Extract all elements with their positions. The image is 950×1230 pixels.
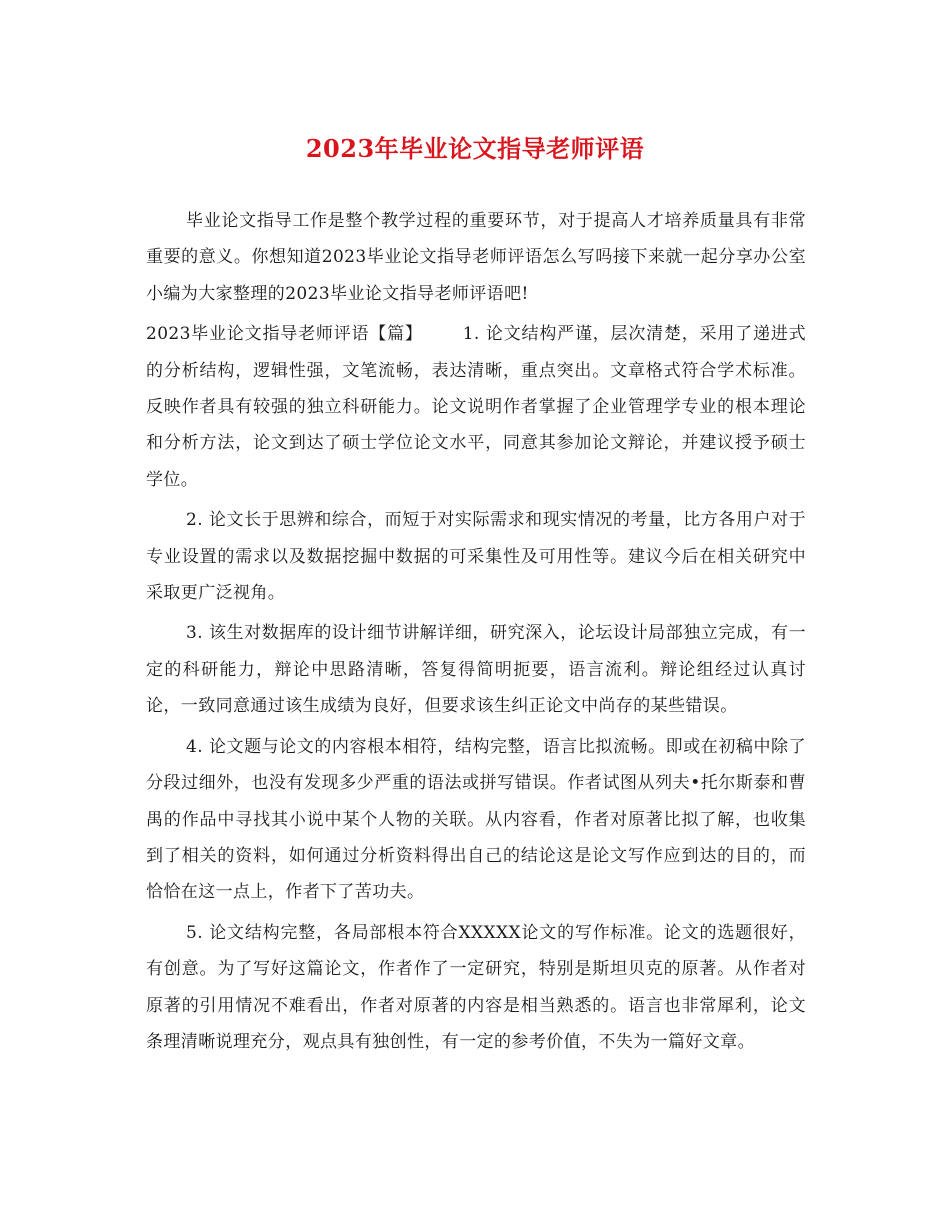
section-heading: 2023毕业论文指导老师评语【篇】 — [146, 324, 423, 345]
comment-item-4: 4. 论文题与论文的内容根本相符，结构完整，语言比拟流畅。即或在初稿中除了分段过细外，也没有发现多少严重的语法或拼写错误。作者试图从列夫•托尔斯泰和曹禺的作品中寻找其小说中某个人物的关联。从内容看，作者对原著比拟了解，也收集到了相关的资料，如何通过分析资料得出自己的结论这是论文写作应到达的目的，而恰恰在这一点上，作者下了苦功夫。 — [146, 736, 806, 903]
page-title: 2023年毕业论文指导老师评语 — [305, 134, 645, 163]
comment-item-5: 5. 论文结构完整，各局部根本符合XXXXX论文的写作标准。论文的选题很好，有创意。为了写好这篇论文，作者作了一定研究，特别是斯坦贝克的原著。从作者对原著的引用情况不难看出，作者对原著的内容是相当熟悉的。语言也非常犀利，论文条理清晰说理充分，观点具有独创性，有一定的参考价值，不失为一篇好文章。 — [146, 922, 806, 1052]
comment-item-3: 3. 该生对数据库的设计细节讲解详细，研究深入，论坛设计局部独立完成，有一定的科研能力，辩论中思路清晰，答复得简明扼要，语言流利。辩论组经过认真讨论，一致同意通过该生成绩为良好，但要求该生纠正论文中尚存的某些错误。 — [146, 623, 806, 717]
first-item-paragraph — [146, 316, 806, 498]
comment-item-2: 2. 论文长于思辨和综合，而短于对实际需求和现实情况的考量，比方各用户对于专业设置的需求以及数据挖掘中数据的可采集性及可用性等。建议今后在相关研究中采取更广泛视角。 — [146, 510, 806, 604]
intro-paragraph: 毕业论文指导工作是整个教学过程的重要环节，对于提高人才培养质量具有非常重要的意义。你想知道2023毕业论文指导老师评语怎么写吗接下来就一起分享办公室小编为大家整理的2023毕业论文指导老师评语吧! — [146, 211, 806, 304]
comment-item-1: 1. 论文结构严谨，层次清楚，采用了递进式的分析结构，逻辑性强，文笔流畅，表达清晰，重点突出。文章格式符合学术标准。反映作者具有较强的独立科研能力。论文说明作者掌握了企业管理学专业的根本理论和分析方法，论文到达了硕士学位论文水平，同意其参加论文辩论，并建议授予硕士学位。 — [146, 324, 806, 490]
document-body — [146, 203, 806, 1064]
